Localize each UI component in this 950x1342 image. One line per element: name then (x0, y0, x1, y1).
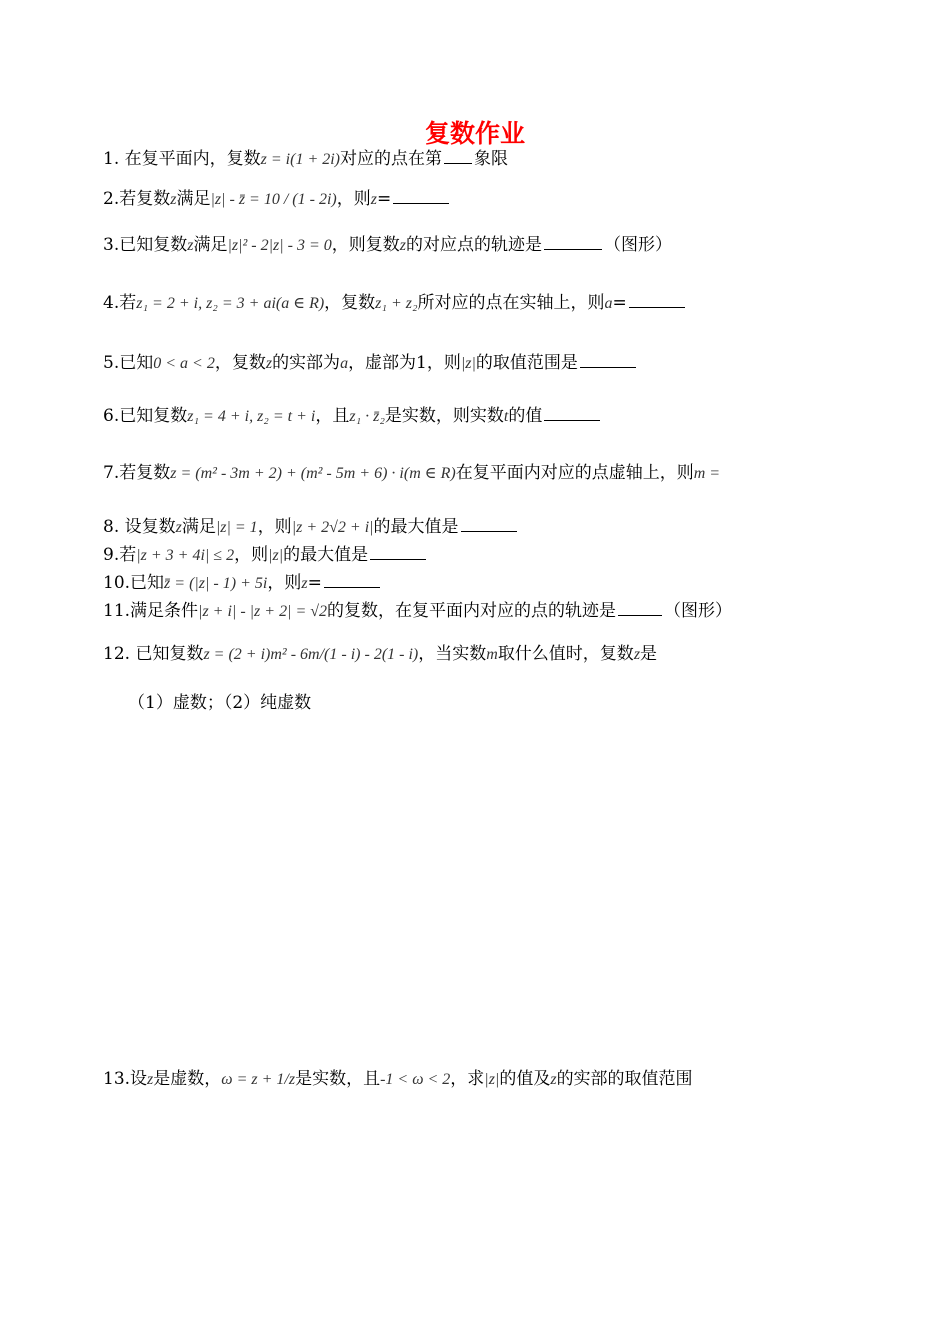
answer-blank[interactable] (580, 353, 636, 368)
answer-blank[interactable] (618, 601, 662, 616)
problem-6: 6.已知复数z₁ = 4 + i, z₂ = t + i，且z₁ · z̄₂是实数，则实数t的值 (103, 405, 910, 428)
problem-10: 10.已知z̄ = (|z| - 1) + 5i，则z= (103, 572, 910, 595)
math-expr: |z + 3 + 4i| ≤ 2 (136, 547, 235, 564)
answer-blank[interactable] (370, 545, 426, 560)
math-expr: |z + i| - |z + 2| = √2 (198, 603, 328, 620)
problem-9: 9.若|z + 3 + 4i| ≤ 2，则|z|的最大值是 (103, 544, 910, 567)
problem-11: 11.满足条件|z + i| - |z + 2| = √2的复数，在复平面内对应的点的轨迹是 （图形） (103, 601, 733, 621)
answer-blank[interactable] (461, 517, 517, 532)
problem-7: 7.若复数z = (m² - 3m + 2) + (m² - 5m + 6) · i(m ∈ R)在复平面内对应的点虚轴上，则m = (103, 463, 721, 483)
page-title: 复数作业 (424, 119, 525, 148)
answer-blank[interactable] (444, 149, 472, 164)
answer-blank[interactable] (393, 189, 449, 204)
problem-5: 5.已知0 < a < 2，复数z的实部为a，虚部为1，则|z|的取值范围是 (103, 352, 910, 375)
answer-blank[interactable] (629, 293, 685, 308)
problem-3: 3.已知复数z满足|z|² - 2|z| - 3 = 0，则复数z的对应点的轨迹是 （图形） (103, 235, 672, 255)
problem-12: 12. 已知复数z = (2 + i)m² - 6m/(1 - i) - 2(1 - i)，当实数m取什么值时，复数z是 (103, 644, 658, 664)
problem-1: 1. 在复平面内，复数z = i(1 + 2i)对应的点在第 象限 (103, 149, 509, 169)
math-expr: ω = z + 1/z (221, 1071, 296, 1088)
math-expr: 0 < a < 2 (153, 355, 215, 372)
math-expr: |z| = 1 (215, 519, 258, 536)
math-expr: z₁ = 4 + i, z₂ = t + i (187, 408, 316, 425)
answer-blank[interactable] (544, 235, 602, 250)
problem-2: 2.若复数z满足|z| - z̄ = 10 / (1 - 2i)，则z= (103, 188, 910, 211)
problem-12-subparts: （1）虚数；（2）纯虚数 (128, 693, 312, 713)
math-expr: |z|² - 2|z| - 3 = 0 (227, 237, 332, 254)
math-expr: z₁ = 2 + i, z₂ = 3 + ai(a ∈ R) (136, 295, 325, 312)
math-expr: z = i(1 + 2i) (260, 151, 341, 168)
math-expr: |z| - z̄ = 10 / (1 - 2i) (210, 191, 337, 208)
math-expr: z̄ = (|z| - 1) + 5i (164, 575, 268, 592)
problem-4: 4.若z₁ = 2 + i, z₂ = 3 + ai(a ∈ R)，复数z₁ + z₂所对应的点在实轴上，则a= (103, 292, 910, 315)
problem-13: 13.设z是虚数，ω = z + 1/z是实数，且-1 < ω < 2，求|z|的值及z的实部的取值范围 (103, 1069, 693, 1089)
problem-8: 8. 设复数z满足|z| = 1，则|z + 2√2 + i|的最大值是 (103, 516, 910, 539)
math-expr: z = (2 + i)m² - 6m/(1 - i) - 2(1 - i) (203, 646, 419, 663)
answer-blank[interactable] (324, 573, 380, 588)
answer-blank[interactable] (544, 406, 600, 421)
math-expr: z = (m² - 3m + 2) + (m² - 5m + 6) · i(m ∈ R) (170, 465, 456, 482)
